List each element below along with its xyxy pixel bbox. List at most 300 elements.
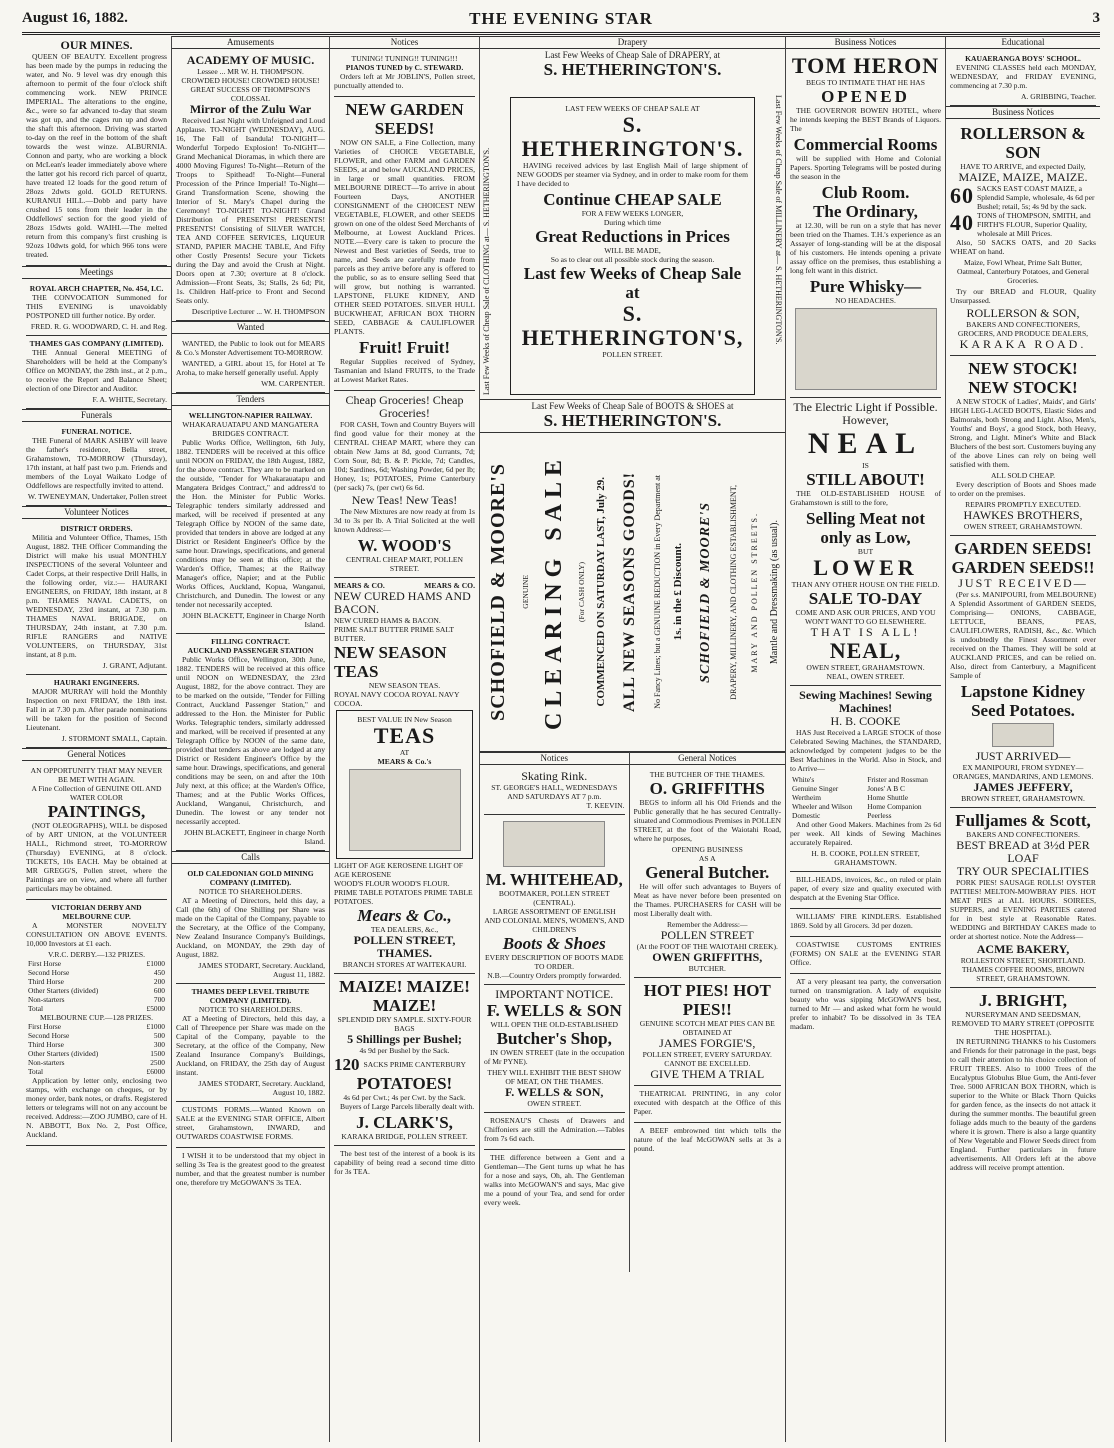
boots-name: S. HETHERINGTON'S. bbox=[543, 411, 722, 430]
tuning-line: TUNING! TUNING!! TUNING!!! bbox=[351, 54, 458, 63]
derby-prize-table bbox=[26, 959, 167, 1013]
table-row: Second Horse 450 bbox=[28, 968, 165, 977]
academy-lessee: Lessee ... MR W. H. THOMPSON. bbox=[197, 67, 304, 76]
table-row: Other Starters (divided) 600 bbox=[28, 986, 165, 995]
lower-headline: LOWER bbox=[813, 555, 918, 580]
try-bread: Try our BREAD and FLOUR, Quality Unsurpassed. bbox=[950, 287, 1096, 305]
schofield-moore-ad bbox=[480, 433, 785, 752]
owen-street-line: IN OWEN STREET (late in the occupation of Mr PYNE). bbox=[484, 1048, 625, 1066]
continue-sale: Continue CHEAP SALE bbox=[543, 190, 722, 209]
will-be-made: WILL BE MADE, bbox=[604, 246, 661, 255]
kindlers-text: WILLIAMS' FIRE KINDLERS. Established 1869. Sold by all Grocers. 3d per dozen. bbox=[790, 912, 941, 930]
cooke-name: H. B. COOKE bbox=[830, 714, 901, 728]
thames-gas-notice bbox=[26, 336, 167, 409]
wanted-2-signature: WM. CARPENTER. bbox=[261, 379, 325, 388]
schofield-name-2: SCHOFIELD & MOORE'S bbox=[697, 501, 713, 683]
table-row: Total £6000 bbox=[28, 1067, 165, 1076]
hauraki-title: HAURAKI ENGINEERS. bbox=[53, 678, 140, 687]
discount-line: 1s. in the £ Discount. bbox=[671, 543, 684, 641]
customs-forms-text: CUSTOMS FORMS.—Wanted Known on SALE at the EVENING STAR OFFICE, Albert street, Grahamstown, INWARD, and OUTWARDS COASTWISE FORMS. bbox=[176, 1105, 325, 1141]
boots-line-block bbox=[480, 400, 785, 433]
crowded-line: CROWDED HOUSE! CROWDED HOUSE! bbox=[181, 76, 320, 85]
new-season-teas-line: NEW SEASON TEAS bbox=[334, 643, 447, 681]
wells-name-2: F. WELLS & SON, bbox=[505, 1085, 604, 1099]
maize-ad bbox=[334, 974, 475, 1146]
embrowned-text: A BEEF embrowned tint which tells the nature of the leaf McGOWAN sells at 3s a pound. bbox=[633, 1126, 781, 1153]
school-title: KAUAERANGA BOYS' SCHOOL. bbox=[965, 54, 1081, 63]
district-orders-signature: J. GRANT, Adjutant. bbox=[102, 661, 167, 670]
academy-ad bbox=[176, 51, 325, 321]
new-stock-title: NEW STOCK! NEW STOCK! bbox=[968, 359, 1078, 397]
deep-level-signature: JAMES STODART, Secretary. Auckland, August 10, 1882. bbox=[198, 1079, 325, 1097]
buyers-text: Buyers of Large Parcels liberally dealt with. bbox=[340, 1102, 475, 1111]
filling-signature: JOHN BLACKETT, Engineer in charge North Island. bbox=[183, 828, 325, 846]
mears-subtitle: TEA DEALERS, &c., bbox=[370, 925, 439, 934]
griffiths-text: BEGS to inform all his Old Friends and the Public generally that he has secured Centrally-situated and Commodious Premises in POLLEN STREET, at the foot of the Waiotahi Road, where he purposes, bbox=[633, 798, 781, 843]
royal-arch-text: THE CONVOCATION Summoned for THIS EVENING is unavoidably POSTPONED till further notice. By order. bbox=[26, 293, 167, 320]
table-row: First Horse £1000 bbox=[28, 1022, 165, 1031]
skating-text: ST. GEORGE'S HALL, WEDNESDAYS AND SATURDAYS AT 7 p.m. bbox=[491, 783, 618, 801]
paintings-lead: A Fine Collection of GENUINE OIL AND WATER COLOR bbox=[31, 784, 162, 802]
pianos-title: PIANOS TUNED by C. STEWARD. bbox=[345, 63, 464, 72]
during-time: During which time bbox=[603, 218, 662, 227]
gent-text: THE difference between a Gent and a Gentleman—The Gent turns up what he has for a nose and says, Oh, ah. The Gentleman walks into McGOWAN'S and says, Mac give me a pound of your Tea, and send for order every week. bbox=[484, 1153, 625, 1207]
repairs-line: REPAIRS PROMPTLY EXECUTED. bbox=[965, 500, 1081, 509]
commercial-rooms: Commercial Rooms bbox=[793, 135, 938, 154]
garden-seeds-headline: GARDEN SEEDS! GARDEN SEEDS!! bbox=[951, 539, 1095, 577]
fruit-title: Fruit! Fruit! bbox=[358, 338, 451, 357]
have-to-arrive: HAVE TO ARRIVE, and expected Daily, bbox=[960, 162, 1086, 171]
deep-level-title: THAMES DEEP LEVEL TRIBUTE COMPANY (LIMITED). bbox=[191, 987, 310, 1005]
jeffery-garden-text: (Per s.s. MANIPOURI, from MELBOURNE) A Splendid Assortment of GARDEN SEEDS, Comprising— ONIONS, CABBAGE, LETTUCE, BEANS, PEAS, CAULIFLOWERS, RADISH, &c., &c. Which is undoubtedly the Finest Assortment ever received on the Thames. They will be sold at AUCKLAND PRICES, and can be relied on. Also, direct from Canterbury, a Magnificent Sample of bbox=[950, 590, 1096, 680]
teas-box-best: BEST VALUE IN New Season bbox=[357, 715, 452, 724]
sewing-machines-ad bbox=[790, 686, 941, 872]
hawkes-name: HAWKES BROTHERS, bbox=[963, 508, 1083, 522]
derby-table1-head: V.R.C. DERBY.—132 PRIZES. bbox=[48, 950, 145, 959]
club-room: Club Room. bbox=[821, 183, 910, 202]
new-cured-line: NEW CURED HAMS AND BACON. bbox=[334, 589, 471, 616]
that-is-all: THAT IS ALL! bbox=[810, 625, 921, 639]
wanted-2: WANTED, a GIRL about 15, for Hotel at Te Aroha, to make herself generally useful. Apply bbox=[176, 359, 325, 377]
groceries-title: Cheap Groceries! Cheap Groceries! bbox=[345, 393, 464, 420]
give-trial: GIVE THEM A TRIAL bbox=[650, 1067, 765, 1081]
hot-pies-ad bbox=[634, 978, 781, 1086]
section-notices: Notices bbox=[330, 36, 479, 49]
coastwise-text: COASTWISE CUSTOMS ENTRIES (FORMS) ON SALE at the EVENING STAR Office. bbox=[790, 940, 941, 967]
machines-table bbox=[790, 775, 941, 820]
for-few-weeks: FOR A FEW WEEKS LONGER, bbox=[581, 209, 684, 218]
wells-open: WILL OPEN THE OLD-ESTABLISHED bbox=[490, 1020, 618, 1029]
caledonian-title: OLD CALEDONIAN GOLD MINING COMPANY (LIMITED). bbox=[187, 869, 314, 887]
section-general-notices: General Notices bbox=[22, 748, 171, 761]
royal-arch-notice bbox=[26, 281, 167, 336]
sale-today: SALE TO-DAY bbox=[808, 589, 923, 608]
wood-address: CENTRAL CHEAP MART, POLLEN STREET. bbox=[346, 555, 463, 573]
old-established: THE OLD-ESTABLISHED HOUSE of Grahamstown is still to the fore, bbox=[790, 489, 941, 507]
mary-pollen-streets: MARY AND POLLEN STREETS. bbox=[749, 511, 759, 673]
tom-heron-name: TOM HERON bbox=[791, 53, 940, 78]
cocoa-line: ROYAL NAVY COCOA ROYAL NAVY COCOA. bbox=[334, 690, 460, 708]
mears-pollen: POLLEN STREET, THAMES. bbox=[353, 933, 456, 960]
cash-only: (For CASH ONLY) bbox=[576, 562, 586, 622]
table-row: Wheeler and Wilson Home Companion bbox=[792, 802, 922, 811]
wells-ad bbox=[484, 985, 625, 1113]
forgie-name: JAMES FORGIE'S, bbox=[659, 1036, 756, 1050]
funeral-notice bbox=[26, 424, 167, 506]
railway-signature: JOHN BLACKETT, Engineer in Charge North Island. bbox=[182, 611, 325, 629]
commercial-text: will be supplied with Home and Colonial Papers. Sporting Telegrams will be posted during the season in the bbox=[790, 154, 941, 181]
clark-name: J. CLARK'S, bbox=[356, 1113, 453, 1132]
bootmaker-line: BOOTMAKER, POLLEN STREET (CENTRAL). bbox=[498, 889, 610, 907]
groceries-ad bbox=[334, 391, 475, 578]
clark-address: KARAKA BRIDGE, POLLEN STREET. bbox=[341, 1132, 468, 1141]
filling-text: Public Works Office, Wellington, 30th June, 1882. TENDERS will be received at this office until NOON on WEDNESDAY, the 23rd August, 1882, for the above contract. They are to be marked on the outside, "Tender for Filling Contract, Auckland Passenger Station," and addressed to the Hon. the Minister for Public Works. Telegraphic tenders, similarly addressed and marked, will be received if presented at any Telegraph Office by NOON of the same date, provided that tenders as above are lodged at any District or Resident Engineer's Office by the same hour. Drawings, specifications, and general conditions may be seen, on and after the 10th July next, at this office; at the Warden's Office, Thames; and at the Public Works Offices, Auckland, Wanganui, Christchurch, and Dunedin. The lowest or any tender not necessarily accepted. bbox=[176, 655, 325, 826]
table-row: Non-starters 700 bbox=[28, 995, 165, 1004]
station-title: AUCKLAND PASSENGER STATION bbox=[187, 646, 314, 655]
section-volunteer: Volunteer Notices bbox=[22, 506, 171, 519]
fruit-text: Regular Supplies received of Sydney, Tasmanian and Island FRUITS, to the Trade at Lowest Market Rates. bbox=[334, 357, 475, 384]
reductions-line: Great Reductions in Prices bbox=[535, 227, 730, 246]
whitehead-name: M. WHITEHEAD, bbox=[485, 870, 623, 889]
tea-party-text: AT a very pleasant tea party, the conversation turned on transmigration. A lady of exquisite beauty who was sipping McGOWAN'S best, turned to Mr — and asked what form he would prefer to inhabit? To be dissolved in 3s TEA madam. bbox=[790, 977, 941, 1031]
cooke-address: H. B. COOKE, POLLEN STREET, GRAHAMSTOWN. bbox=[811, 849, 920, 867]
drapery-establishment: DRAPERY, MILLINERY, AND CLOTHING ESTABLISHMENT, bbox=[729, 484, 739, 700]
new-season-teas-line-2: NEW SEASON TEAS. bbox=[368, 681, 441, 690]
exhibit-line: THEY WILL EXHIBIT THE BEST SHOW OF MEAT, ON THE THAMES. bbox=[487, 1068, 622, 1086]
skating-ad bbox=[484, 767, 625, 815]
deep-level-text: AT a Meeting of Directors, held this day, a Call of Threepence per Share was made on the Capital of the Company, payable to the Secretary, at the office of the Company, New Zealand Insurance Company's Buildings, Auckland, on FRIDAY, the 25th day of August instant. bbox=[176, 1014, 325, 1077]
fulljames-name: Fulljames & Scott, bbox=[955, 811, 1091, 830]
new-seasons-goods: ALL NEW SEASONS GOODS! bbox=[620, 472, 638, 712]
clearing-sale: CLEARING SALE bbox=[540, 453, 567, 731]
derby-footer: Application by letter only, enclosing two stamps, with exchange on cheques, or by money order, bank notes, or drafts. Registered letters or telegrams will not on any account be received. Address:—ZOO JUMBO, care of H. N. ABBOTT, Box No. 2, Post Office, Auckland. bbox=[26, 1076, 167, 1139]
derby-table2-head: MELBOURNE CUP.—128 PRIZES. bbox=[39, 1013, 154, 1022]
the-ordinary: The Ordinary, bbox=[813, 202, 918, 221]
still-about: STILL ABOUT! bbox=[806, 470, 925, 489]
forgie-address: POLLEN STREET, EVERY SATURDAY. bbox=[642, 1050, 772, 1059]
gent-ad bbox=[484, 1150, 625, 1213]
heron-intimate: BEGS TO INTIMATE THAT HE HAS bbox=[805, 78, 926, 87]
mears-branch: BRANCH STORES AT WAITEKAURI. bbox=[342, 960, 467, 969]
boot-illustration-image bbox=[503, 821, 605, 867]
owen-griffiths: OWEN GRIFFITHS, bbox=[652, 950, 763, 964]
neal-is: IS bbox=[862, 461, 869, 470]
sacks-count: 120 bbox=[334, 1055, 360, 1074]
maize-title: MAIZE! MAIZE! MAIZE! bbox=[339, 977, 470, 1015]
griffiths-pollen: POLLEN STREET bbox=[660, 928, 754, 942]
new-teas-text: The New Mixtures are now ready at from 1s 3d to 3s per lb. A Trial Solicited at the well known Address:— bbox=[334, 507, 475, 534]
groceries-text: FOR CASH, Town and Country Buyers will find good value for their money at the CENTRAL CHEAP MART, where they can obtain New Jams at 8d, good Currants, 7d; Corn Sour, 8d; B. & P. Pickle, 7d; Candles, 10d; Sardines, 6d; Washing Powder, 6d per lb; Honey, 1s; POTATOES, Prime Canterbury (per sack) 7s, (per cwt) 6s 6d. bbox=[334, 420, 475, 492]
mears-script: Mears & Co., bbox=[357, 906, 452, 925]
all-sold-cheap: ALL SOLD CHEAP. bbox=[990, 471, 1056, 480]
hauraki-text: MAJOR MURRAY will hold the Monthly Inspection on next FRIDAY, the 18th inst. Fall in at 7.30 p.m. After parade nominations will be taken for the position of Second Lieutenant. bbox=[26, 687, 167, 732]
teas-box-at: AT bbox=[399, 748, 410, 757]
new-stock-text: A NEW STOCK of Ladies', Maids', and Girls' HIGH LEG-LACED BOOTS, Elastic Sides and Balmorals, both Strong and Light. Also, Men's, Youths' and Boys', a good Stock, both Heavy, Strong, and Light. Miner's White and Black Bluchers of the best sort. Customers buying any of the above Lines can rely on being well satisfied with them. bbox=[950, 397, 1096, 469]
page-number: 3 bbox=[1092, 10, 1100, 26]
selling-meat: Selling Meat not only as Low, bbox=[806, 509, 925, 547]
wells-owen-street: OWEN STREET. bbox=[527, 1099, 582, 1108]
general-butcher: General Butcher. bbox=[645, 863, 770, 882]
academy-title: ACADEMY OF MUSIC. bbox=[186, 53, 315, 67]
karaka-road: KARAKA ROAD. bbox=[959, 337, 1087, 351]
electric-light: The Electric Light if Possible. bbox=[793, 400, 938, 414]
bright-text: IN RETURNING THANKS to his Customers and Friends for their patronage in the past, begs to call their attention to his choice collection of FRUIT TREES. Also to 1000 Trees of the Eucalyptus Globulus Blue Gum, the Anti-fever Tree. 5000 AFRICAN BOX THORN, which is superior to the White or Black Thorn Quicks for garden fence, as the insects do not attack it during the summer months. The beautiful green foliage adds much to the beauty of the gardens where it is grown. There is also a large quantity of New Vegetable and Flower Seeds direct from England. Further particulars in future advertisements. All Orders left at the above address will receive prompt attention. bbox=[950, 1037, 1096, 1172]
whitehead-ad bbox=[484, 815, 625, 985]
rosenau-ad bbox=[484, 1113, 625, 1150]
mears-tag-left: MEARS & CO. bbox=[334, 581, 385, 590]
remember-address: Remember the Address:— bbox=[666, 920, 748, 929]
evening-classes: EVENING CLASSES held each MONDAY, WEDNESDAY, and FRIDAY EVENING, commencing at 7.30 p.m. bbox=[950, 63, 1096, 90]
royal-arch-signature: FRED. R. G. WOODWARD, C. H. and Reg. bbox=[30, 322, 167, 331]
best-bread: BEST BREAD at 3½d PER LOAF bbox=[956, 838, 1090, 865]
maize-subtitle: SPLENDID DRY SAMPLE. SIXTY-FOUR BAGS bbox=[337, 1015, 472, 1033]
fulljames-subtitle: BAKERS AND CONFECTIONERS. bbox=[966, 830, 1080, 839]
heron-hotel: THE GOVERNOR BOWEN HOTEL, where he intends keeping the BEST Brands of Liquors. The bbox=[790, 106, 941, 133]
hauraki-notice bbox=[26, 675, 167, 748]
section-amusements: Amusements bbox=[172, 36, 329, 49]
neal-ad bbox=[790, 398, 941, 686]
no-headaches: NO HEADACHES. bbox=[835, 296, 896, 305]
side-millinery-text: Last Few Weeks of Cheap Sale of MILLINERY at— S. HETHERINGTON'S. bbox=[774, 95, 783, 345]
billheads-text: BILL-HEADS, invoices, &c., on ruled or plain paper, of every size and quality executed with despatch at the Evening Star Office. bbox=[790, 875, 941, 902]
neal-name-2: NEAL, bbox=[829, 638, 902, 663]
table-row: Non-starters 2500 bbox=[28, 1058, 165, 1067]
box-name: S. HETHERINGTON'S. bbox=[521, 112, 744, 161]
district-orders-title: DISTRICT ORDERS. bbox=[60, 524, 133, 533]
theatrical-text: THEATRICAL PRINTING, in any color executed with despatch at the Office of this Paper. bbox=[633, 1089, 781, 1116]
specialities: TRY OUR SPECIALITIES bbox=[956, 864, 1090, 878]
deep-level-subtitle: NOTICE TO SHAREHOLDERS. bbox=[198, 1005, 303, 1014]
cup-prize-table bbox=[26, 1022, 167, 1076]
funeral-signature: W. TWENEYMAN, Undertaker, Pollen street bbox=[27, 492, 167, 501]
thames-gas-text: THE Annual General MEETING of Shareholders will be held at the Company's Office on MONDAY, the 28th inst., at 2 p.m., to receive the Report and Balance Sheet; election of one Director and Auditor. bbox=[26, 348, 167, 393]
school-signature: A. GRIBBING, Teacher. bbox=[1020, 92, 1096, 101]
fulljames-ad bbox=[950, 808, 1096, 988]
table-row: Total £5000 bbox=[28, 1004, 165, 1013]
new-cured-line-2: NEW CURED HAMS & BACON. bbox=[334, 616, 441, 625]
section-business-notices-2: Business Notices bbox=[946, 106, 1100, 119]
clear-out-line: So as to clear out all possible stock during the season. bbox=[550, 255, 715, 264]
section-drapery: Drapery bbox=[480, 36, 785, 49]
box-text: HAVING received advices by last English Mail of large shipment of NEW GOODS per steamer via Sydney, and in order to make room for them I have decided to bbox=[517, 161, 748, 188]
jeffery-address: BROWN STREET, GRAHAMSTOWN. bbox=[961, 794, 1085, 803]
notices-subcolumn bbox=[480, 752, 630, 1272]
sixty-sacks bbox=[950, 184, 1096, 211]
mirror-signature: Descriptive Lecturer ... W. H. THOMPSON bbox=[191, 307, 325, 316]
deep-level-call bbox=[176, 984, 325, 1102]
mears-tag-right: MEARS & CO. bbox=[424, 581, 475, 590]
boots-line: Last Few Weeks of Cheap Sale of BOOTS & SHOES at bbox=[531, 401, 734, 411]
neal-but: BUT bbox=[857, 547, 874, 556]
caledonian-signature: JAMES STODART, Secretary. Auckland, August 11, 1882. bbox=[198, 961, 325, 979]
foot-of-creek: (At the FOOT OF THE WAIOTAHI CREEK). bbox=[636, 942, 778, 951]
lower-split bbox=[480, 752, 785, 1272]
sacks-line bbox=[334, 1055, 475, 1074]
arrived-text: EX MANIPOURI, FROM SYDNEY— ORANGES, MANDARINS, AND LEMONS. bbox=[952, 763, 1094, 781]
thames-gas-title: THAMES GAS COMPANY (LIMITED). bbox=[29, 339, 164, 348]
column-3 bbox=[330, 36, 480, 1442]
table-row: Wertheim Home Shuttle bbox=[792, 793, 909, 802]
cooke-text: HAS Just Received a LARGE STOCK of those Celebrated Sewing Machines, the STANDARD, acknowledged by competent judges to be the Best Machines in the World. Also in Stock, and to Arrive— bbox=[790, 728, 941, 773]
maize-fowl: Maize, Fowl Wheat, Prime Salt Butter, Oatmeal, Canterbury Potatoes, and General Groceries. bbox=[956, 258, 1089, 285]
commenced-line: COMMENCED ON SATURDAY LAST, July 29. bbox=[595, 477, 608, 707]
railway-tender bbox=[176, 408, 325, 634]
skating-title: Skating Rink. bbox=[521, 769, 588, 783]
tom-heron-ad bbox=[790, 51, 941, 398]
rosenau-text: ROSENAU'S Chests of Drawers and Chiffoniers are still the Admiration.—Tables from 7s 6d each. bbox=[484, 1116, 625, 1143]
mirror-title: Mirror of the Zulu War bbox=[189, 102, 312, 116]
cattle-illustration-image bbox=[795, 308, 937, 390]
newspaper-title: THE EVENING STAR bbox=[469, 9, 653, 28]
potatoes-line: PRIME TABLE POTATOES PRIME TABLE POTATOES. bbox=[334, 888, 473, 906]
royal-arch-title: ROYAL ARCH CHAPTER, No. 454, I.C. bbox=[29, 284, 164, 293]
paintings-ad bbox=[26, 763, 167, 900]
bright-ad bbox=[950, 988, 1096, 1178]
neal-address: OWEN STREET, GRAHAMSTOWN. bbox=[806, 663, 925, 672]
butter-line: PRIME SALT BUTTER PRIME SALT BUTTER. bbox=[334, 625, 454, 643]
forty-count: 40 bbox=[950, 210, 974, 235]
acme-bakery: ACME BAKERY, bbox=[976, 942, 1070, 956]
mcgowan-text: I WISH it to be understood that my object in selling 3s Tea is the greatest good to the greatest number, and that the greatest number is number one, therefore try McGOWAN'S 3s TEA. bbox=[176, 1151, 325, 1187]
as-a: AS A bbox=[698, 854, 716, 863]
railway-title: WELLINGTON-NAPIER RAILWAY. bbox=[188, 411, 313, 420]
section-general-notices-2: General Notices bbox=[630, 752, 785, 765]
side-clothing-text: Last Few Weeks of Cheap Sale of CLOTHING at— S. HETHERINGTON'S. bbox=[482, 147, 491, 395]
coastwise-ad bbox=[790, 937, 941, 974]
derby-text: A MONSTER NOVELTY CONSULTATION ON ABOVE EVENTS. 10,000 Investors at £1 each. bbox=[26, 921, 167, 948]
district-orders bbox=[26, 521, 167, 675]
hot-pies-title: HOT PIES! HOT PIES!! bbox=[643, 981, 771, 1019]
piano-tuning-ad bbox=[334, 51, 475, 97]
potatoes-headline: POTATOES! bbox=[356, 1074, 453, 1093]
bright-subtitle: NURSERYMAN AND SEEDSMAN, REMOVED TO MARY STREET (OPPOSITE THE HOSPITAL). bbox=[951, 1010, 1095, 1037]
pollen-street-line: POLLEN STREET. bbox=[602, 350, 663, 359]
just-received: JUST RECEIVED— bbox=[958, 576, 1088, 590]
opportunity-line: AN OPPORTUNITY THAT MAY NEVER BE MET WITH AGAIN. bbox=[30, 766, 163, 784]
jeffery-ad bbox=[950, 536, 1096, 808]
sixty-text: SACKS EAST COAST MAIZE, a Splendid Sample, wholesale, 4s 6d per Bushel; retail, 5s; 4s 9d by the sack. bbox=[977, 184, 1095, 211]
scotch-pies: GENUINE SCOTCH MEAT PIES CAN BE OBTAINED AT bbox=[639, 1019, 775, 1037]
pianos-text: Orders left at Mr JOBLIN'S, Pollen street, punctually attended to. bbox=[334, 72, 475, 90]
funeral-title: FUNERAL NOTICE. bbox=[61, 427, 132, 436]
school-ad bbox=[950, 51, 1096, 106]
bright-name: J. BRIGHT, bbox=[978, 991, 1067, 1010]
section-funerals: Funerals bbox=[22, 409, 171, 422]
railway-text: Public Works Office, Wellington, 6th July, 1882. TENDERS will be received at this office until NOON on FRIDAY, the 18th August, 1882, for the above contract. They are to be marked on the outside, "Tender for Whakarauatapu and Mangatera Bridges Contract," and address'd to the Hon. the Minister for Public Works. Telegraphic tenders similarly addressed and marked, will be received if presented at any Telegraph Office by NOON of the same date, provided that tenders in above are lodged at any District or Resident Engineer's Office by the same hour. Drawings, specifications, and general conditions may be seen at this office; at the Warden's Office, Thames; at the Railway Manager's office, Napier; and at the Public Works Offices, Auckland, Kopua, Wanganui, Christchurch, and Dunedin. The lowest or any tender not necessarily accepted. bbox=[176, 438, 325, 609]
garden-seeds-title: NEW GARDEN SEEDS! bbox=[345, 100, 464, 138]
last-few-weeks: Last few Weeks of Cheap Sale at bbox=[523, 264, 742, 302]
column-4 bbox=[480, 36, 786, 1442]
district-orders-text: Militia and Volunteer Office, Thames, 15th August, 1882. THE Officer Commanding the District will make his usual MONTHLY INSPECTIONS of the several Volunteer and Cadet Corps, at their respective Drill Halls, in the following order, viz.:— HAURAKI ENGINEERS, on FRIDAY, 18th instant, at 8 p.m. THAMES NAVAL CADETS, on WEDNESDAY, 23rd instant, at 7.30 p.m. THAMES NAVAL BRIGADE, on THURSDAY, 24th instant, at 7.30 p.m. RIFLE RANGERS and NATIVE VOLUNTEERS, on THURSDAY, 31st instant, at 8 p.m. bbox=[26, 533, 167, 659]
mcgowan-ad bbox=[176, 1148, 325, 1193]
hawkes-address: OWEN STREET, GRAHAMSTOWN. bbox=[963, 522, 1083, 531]
new-teas-title: New Teas! New Teas! bbox=[351, 493, 458, 507]
boots-shoes-script: Boots & Shoes bbox=[502, 934, 606, 953]
wood-name: W. WOOD'S bbox=[357, 536, 452, 555]
hauraki-signature: J. STORMONT SMALL, Captain. bbox=[61, 734, 167, 743]
important-notice: IMPORTANT NOTICE. bbox=[495, 987, 614, 1001]
every-description: EVERY DESCRIPTION OF BOOTS MADE TO ORDER. bbox=[484, 953, 624, 971]
caledonian-subtitle: NOTICE TO SHAREHOLDERS. bbox=[198, 887, 303, 896]
tea-party-ad bbox=[790, 974, 941, 1037]
section-notices-2: Notices bbox=[480, 752, 629, 765]
table-row: Genuine Singer Jones' A B C bbox=[792, 784, 905, 793]
table-row: White's Frister and Rossman bbox=[792, 775, 928, 784]
butcher-shop: Butcher's Shop, bbox=[496, 1029, 612, 1048]
acme-address: ROLLESTON STREET, SHORTLAND. THAMES COFFEE ROOMS, BROWN STREET, GRAHAMSTOWN. bbox=[960, 956, 1086, 983]
neal-headline: NEAL bbox=[807, 427, 924, 460]
paintings-text: (NOT OLEOGRAPHS), WILL be disposed of by ART UNION, at the VOLUNTEER HALL, Richmond street, TO-MORROW (Thursday) EVENING, at 8 o'clock. TICKETS, 10s EACH. May be obtained at MR GREGG'S, Pollen street, where the Paintings are on view, and where all further particulars may be obtained. bbox=[26, 821, 167, 893]
garden-seeds-text: NOW ON SALE, a Fine Collection, many Varieties of CHOICE VEGETABLE, FLOWER, and other FARM and GARDEN SEEDS, at and below AUCKLAND PRICES, in large or small quantities. FROM MELBOURNE DIRECT—To arrive in about Fourteen Days, ANOTHER CONSIGNMENT of the CHOICEST NEW VEGETABLE, FLOWER, and other SEEDS grown on one of the oldest Seed Merchants of Melbourne, at Lowest Auckland Prices. NOTE.—Every care is taken to procure the Newest and Best varieties of Seeds, true to name, and Seeds are carefully made from parcels as they arrive before any is offered to the public, so as to ensure selling Seed that will grow, but nothing is warranted. LAPSTONE, FLUKE KIDNEY, AND OTHER SEED POTATOES. SILVER HULL BUCKWHEAT, AFRICAN BOX THORN SEED, CABBAGE & CAULIFLOWER PLANTS. bbox=[334, 138, 475, 336]
kindlers-ad bbox=[790, 909, 941, 937]
rollerson-bakers: BAKERS AND CONFECTIONERS, GROCERS, AND PRODUCE DEALERS, bbox=[957, 320, 1089, 338]
issue-date: August 16, 1882. bbox=[22, 10, 128, 26]
maize-price-2: 4s 9d per Bushel by the Sack. bbox=[359, 1046, 450, 1055]
maize-line: MAIZE, MAIZE, MAIZE. bbox=[958, 170, 1088, 184]
caledonian-call bbox=[176, 866, 325, 984]
however-line: However, bbox=[842, 413, 889, 427]
rollerson-name: ROLLERSON & SON, bbox=[966, 306, 1080, 320]
column-7 bbox=[946, 36, 1100, 1442]
funeral-text: THE Funeral of MARK ASHBY will leave the father's residence, Bella street, Grahamstown, TO-MORROW (Thursday), 17th instant, at half past two p.m. Friends and members of the Loyal Waikato Lodge of Oddfellows are respectfully invited to attend. bbox=[26, 436, 167, 490]
teas-box bbox=[336, 710, 473, 859]
section-tenders: Tenders bbox=[172, 393, 329, 406]
table-row: Second Horse 500 bbox=[28, 1031, 165, 1040]
section-calls: Calls bbox=[172, 851, 329, 864]
kerosene-line: LIGHT OF AGE KEROSENE LIGHT OF AGE KEROSENE bbox=[334, 861, 464, 879]
maize-price: 5 Shillings per Bushel; bbox=[347, 1032, 462, 1046]
ship-illustration-image bbox=[992, 723, 1054, 747]
lapstone-line: Lapstone Kidney Seed Potatoes. bbox=[960, 682, 1086, 720]
section-educational: Educational bbox=[946, 36, 1100, 49]
forty-text: TONS of THOMPSON, SMITH, and FIRTH'S FLOUR, Superior Quality, wholesale at Mill Prices. bbox=[977, 211, 1091, 238]
mantle-line: Mantle and Dressmaking (as usual). bbox=[769, 519, 781, 665]
griffiths-butcher: BUTCHER. bbox=[688, 964, 726, 973]
rollerson-ad bbox=[950, 121, 1096, 356]
table-row: Third Horse 200 bbox=[28, 977, 165, 986]
hawkes-every-desc: Every description of Boots and Shoes made to order on the premises. bbox=[950, 480, 1096, 498]
embrowned-ad bbox=[634, 1123, 781, 1159]
theatrical-ad bbox=[634, 1086, 781, 1123]
box-line-1: LAST FEW WEEKS OF CHEAP SALE AT bbox=[565, 104, 700, 113]
column-2 bbox=[172, 36, 330, 1442]
teas-box-teas: TEAS bbox=[373, 723, 436, 748]
box-name-2: S. HETHERINGTON'S, bbox=[521, 301, 744, 350]
mears-ad bbox=[334, 578, 475, 974]
cannot-excelled: CANNOT BE EXCELLED. bbox=[664, 1059, 751, 1068]
butcher-of-thames: THE BUTCHER OF THE THAMES. bbox=[649, 770, 765, 779]
no-fancy-lines: No Fancy Lines; but a GENUINE REDUCTION in Every Department at bbox=[653, 475, 663, 709]
neal-owen-street: NEAL, OWEN STREET. bbox=[826, 672, 905, 681]
griffiths-text-2: He will offer such advantages to Buyers of Meat as have never before been presented on the Thames. PURCHASERS for CASH will be most Liberally dealt with. bbox=[633, 882, 781, 918]
best-test-ad bbox=[334, 1146, 475, 1182]
schofield-genuine: GENUINE bbox=[521, 575, 531, 609]
also-oats: Also, 50 SACKS OATS, and 20 Sacks WHEAT on hand. bbox=[950, 238, 1096, 256]
column-6 bbox=[786, 36, 946, 1442]
wells-name: F. WELLS & SON bbox=[486, 1001, 622, 1020]
skating-signature: T. KEEVIN. bbox=[586, 801, 625, 810]
mines-text: QUEEN OF BEAUTY. Excellent progress has been made by the pumps in reducing the water, and No. 9 level was dry enough this afternoon to permit of the four o'clock shift commencing work. NEW PRINCE IMPERIAL. The alterations to the engine, &c., were so far advanced to-day that steam was got up, and the cages run up and down the shaft this afternoon. Driving was started to-day on the reef in the bottom of the shaft towards the west winze. ALBURNIA. Connon and party, who are working a block on McLean's leader immediately above where the latter got his record rich parcel of quartz, have treated 12 loads for the good return of 28ozs 2dwts gold. GOLD RETURNS. KURANUI HILL.—Dobb and party have crushed 15 tons from their leader in the Oddfellows' section for the good yield of 28ozs 15dwts gold. WAIHI.—The melted return from this company's first crushing is 92ozs 10dwts gold, for which 966 tons were treated. bbox=[26, 52, 167, 259]
sewing-title: Sewing Machines! Sewing Machines! bbox=[799, 688, 932, 715]
than-any: THAN ANY OTHER HOUSE ON THE FIELD. bbox=[791, 580, 940, 589]
opening-business: OPENING BUSINESS bbox=[671, 845, 743, 854]
column-1 bbox=[22, 36, 172, 1442]
large-assortment: LARGE ASSORTMENT OF ENGLISH AND COLONIAL MEN'S, WOMEN'S, AND CHILDREN'S bbox=[484, 907, 625, 934]
hawkes-ad bbox=[950, 356, 1096, 536]
drapery-top-line: Last Few Weeks of Cheap Sale of DRAPERY, at bbox=[544, 50, 721, 60]
forty-tons bbox=[950, 211, 1096, 238]
paintings-headline: PAINTINGS, bbox=[47, 802, 146, 821]
